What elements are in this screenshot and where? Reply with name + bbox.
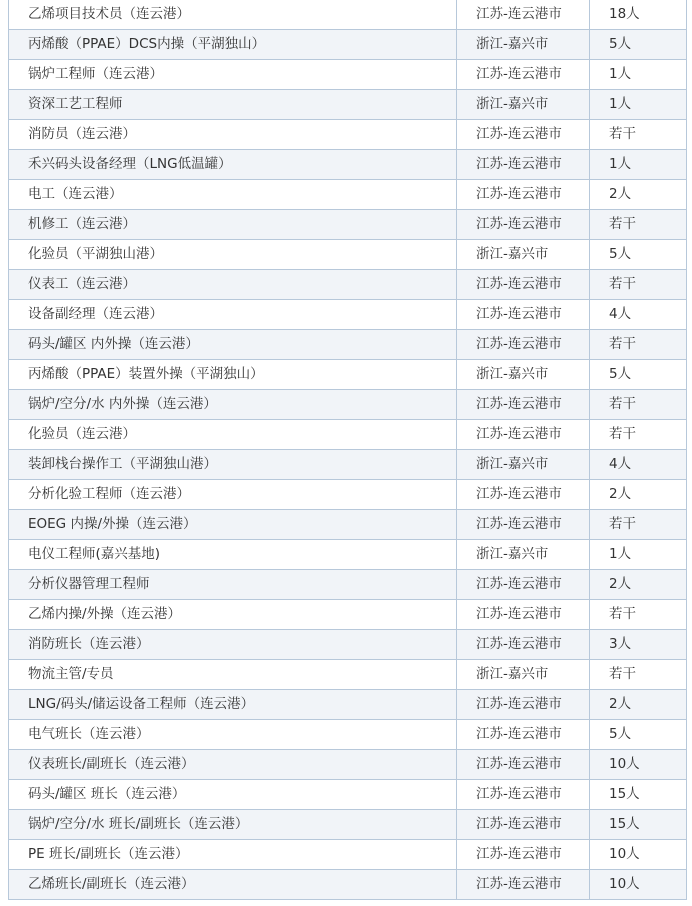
job-title-cell: 锅炉工程师（连云港）	[9, 60, 457, 90]
job-headcount-cell: 5人	[590, 720, 687, 750]
job-title-cell: 丙烯酸（PPAE）装置外操（平湖独山）	[9, 360, 457, 390]
job-headcount-cell: 5人	[590, 240, 687, 270]
job-location-cell: 浙江-嘉兴市	[457, 660, 590, 690]
job-location-cell: 江苏-连云港市	[457, 210, 590, 240]
job-title-cell: 仪表班长/副班长（连云港）	[9, 750, 457, 780]
table-row	[9, 480, 687, 510]
job-location-cell: 江苏-连云港市	[457, 390, 590, 420]
job-headcount-cell: 15人	[590, 810, 687, 840]
table-row	[9, 780, 687, 810]
table-row	[9, 90, 687, 120]
job-location-cell: 江苏-连云港市	[457, 330, 590, 360]
job-location-cell: 江苏-连云港市	[457, 720, 590, 750]
job-headcount-cell: 3人	[590, 630, 687, 660]
job-headcount-cell: 1人	[590, 90, 687, 120]
table-row	[9, 210, 687, 240]
job-title-cell: 仪表工（连云港）	[9, 270, 457, 300]
job-location-cell: 江苏-连云港市	[457, 510, 590, 540]
job-headcount-cell: 若干	[590, 210, 687, 240]
table-row	[9, 660, 687, 690]
job-location-cell: 江苏-连云港市	[457, 180, 590, 210]
job-location-cell: 江苏-连云港市	[457, 690, 590, 720]
job-location-cell: 浙江-嘉兴市	[457, 540, 590, 570]
job-title-cell: 化验员（连云港）	[9, 420, 457, 450]
table-row	[9, 750, 687, 780]
job-headcount-cell: 若干	[590, 600, 687, 630]
job-headcount-cell: 若干	[590, 120, 687, 150]
job-headcount-cell: 4人	[590, 450, 687, 480]
table-row	[9, 240, 687, 270]
job-location-cell: 江苏-连云港市	[457, 810, 590, 840]
job-location-cell: 浙江-嘉兴市	[457, 240, 590, 270]
table-row	[9, 720, 687, 750]
table-row	[9, 600, 687, 630]
job-location-cell: 江苏-连云港市	[457, 120, 590, 150]
job-title-cell: EOEG 内操/外操（连云港）	[9, 510, 457, 540]
job-title-cell: PE 班长/副班长（连云港）	[9, 840, 457, 870]
job-location-cell: 浙江-嘉兴市	[457, 90, 590, 120]
table-row	[9, 0, 687, 30]
job-headcount-cell: 1人	[590, 540, 687, 570]
job-headcount-cell: 15人	[590, 780, 687, 810]
job-listing-table	[8, 0, 687, 900]
table-row	[9, 840, 687, 870]
table-row	[9, 330, 687, 360]
job-headcount-cell: 若干	[590, 420, 687, 450]
table-row	[9, 630, 687, 660]
table-row	[9, 360, 687, 390]
job-headcount-cell: 1人	[590, 150, 687, 180]
job-location-cell: 江苏-连云港市	[457, 300, 590, 330]
job-title-cell: 装卸栈台操作工（平湖独山港）	[9, 450, 457, 480]
job-title-cell: 电工（连云港）	[9, 180, 457, 210]
job-title-cell: 机修工（连云港）	[9, 210, 457, 240]
table-row	[9, 510, 687, 540]
job-location-cell: 江苏-连云港市	[457, 60, 590, 90]
job-headcount-cell: 若干	[590, 660, 687, 690]
job-location-cell: 江苏-连云港市	[457, 600, 590, 630]
job-title-cell: 锅炉/空分/水 内外操（连云港）	[9, 390, 457, 420]
job-location-cell: 江苏-连云港市	[457, 870, 590, 900]
job-headcount-cell: 18人	[590, 0, 687, 30]
job-location-cell: 江苏-连云港市	[457, 150, 590, 180]
job-title-cell: 乙烯项目技术员（连云港）	[9, 0, 457, 30]
job-headcount-cell: 若干	[590, 330, 687, 360]
job-headcount-cell: 10人	[590, 870, 687, 900]
job-title-cell: 丙烯酸（PPAE）DCS内操（平湖独山）	[9, 30, 457, 60]
job-location-cell: 江苏-连云港市	[457, 420, 590, 450]
table-row	[9, 420, 687, 450]
job-headcount-cell: 4人	[590, 300, 687, 330]
job-headcount-cell: 2人	[590, 180, 687, 210]
table-row	[9, 570, 687, 600]
job-title-cell: 码头/罐区 内外操（连云港）	[9, 330, 457, 360]
job-headcount-cell: 5人	[590, 30, 687, 60]
job-title-cell: 乙烯内操/外操（连云港）	[9, 600, 457, 630]
job-title-cell: 设备副经理（连云港）	[9, 300, 457, 330]
job-title-cell: 消防员（连云港）	[9, 120, 457, 150]
job-location-cell: 江苏-连云港市	[457, 0, 590, 30]
table-row	[9, 60, 687, 90]
job-location-cell: 浙江-嘉兴市	[457, 30, 590, 60]
table-row	[9, 450, 687, 480]
job-title-cell: 分析化验工程师（连云港）	[9, 480, 457, 510]
job-title-cell: 乙烯班长/副班长（连云港）	[9, 870, 457, 900]
job-title-cell: 消防班长（连云港）	[9, 630, 457, 660]
job-title-cell: 禾兴码头设备经理（LNG低温罐）	[9, 150, 457, 180]
job-headcount-cell: 若干	[590, 510, 687, 540]
job-title-cell: 锅炉/空分/水 班长/副班长（连云港）	[9, 810, 457, 840]
table-row	[9, 810, 687, 840]
table-row	[9, 270, 687, 300]
table-row	[9, 870, 687, 900]
job-title-cell: 资深工艺工程师	[9, 90, 457, 120]
job-location-cell: 江苏-连云港市	[457, 750, 590, 780]
table-row	[9, 300, 687, 330]
job-title-cell: 化验员（平湖独山港）	[9, 240, 457, 270]
job-title-cell: 码头/罐区 班长（连云港）	[9, 780, 457, 810]
job-headcount-cell: 10人	[590, 750, 687, 780]
job-headcount-cell: 10人	[590, 840, 687, 870]
job-title-cell: LNG/码头/储运设备工程师（连云港）	[9, 690, 457, 720]
job-location-cell: 江苏-连云港市	[457, 630, 590, 660]
job-location-cell: 江苏-连云港市	[457, 270, 590, 300]
job-title-cell: 电气班长（连云港）	[9, 720, 457, 750]
table-row	[9, 180, 687, 210]
job-headcount-cell: 若干	[590, 390, 687, 420]
table-row	[9, 690, 687, 720]
job-location-cell: 江苏-连云港市	[457, 570, 590, 600]
table-row	[9, 30, 687, 60]
job-location-cell: 浙江-嘉兴市	[457, 360, 590, 390]
job-headcount-cell: 2人	[590, 570, 687, 600]
job-headcount-cell: 1人	[590, 60, 687, 90]
job-headcount-cell: 2人	[590, 690, 687, 720]
table-row	[9, 150, 687, 180]
table-row	[9, 540, 687, 570]
table-row	[9, 390, 687, 420]
job-listing-body	[9, 0, 687, 900]
job-title-cell: 电仪工程师(嘉兴基地)	[9, 540, 457, 570]
table-row	[9, 120, 687, 150]
job-headcount-cell: 5人	[590, 360, 687, 390]
job-location-cell: 浙江-嘉兴市	[457, 450, 590, 480]
job-location-cell: 江苏-连云港市	[457, 780, 590, 810]
job-title-cell: 分析仪器管理工程师	[9, 570, 457, 600]
job-location-cell: 江苏-连云港市	[457, 480, 590, 510]
job-headcount-cell: 2人	[590, 480, 687, 510]
job-headcount-cell: 若干	[590, 270, 687, 300]
job-location-cell: 江苏-连云港市	[457, 840, 590, 870]
job-title-cell: 物流主管/专员	[9, 660, 457, 690]
